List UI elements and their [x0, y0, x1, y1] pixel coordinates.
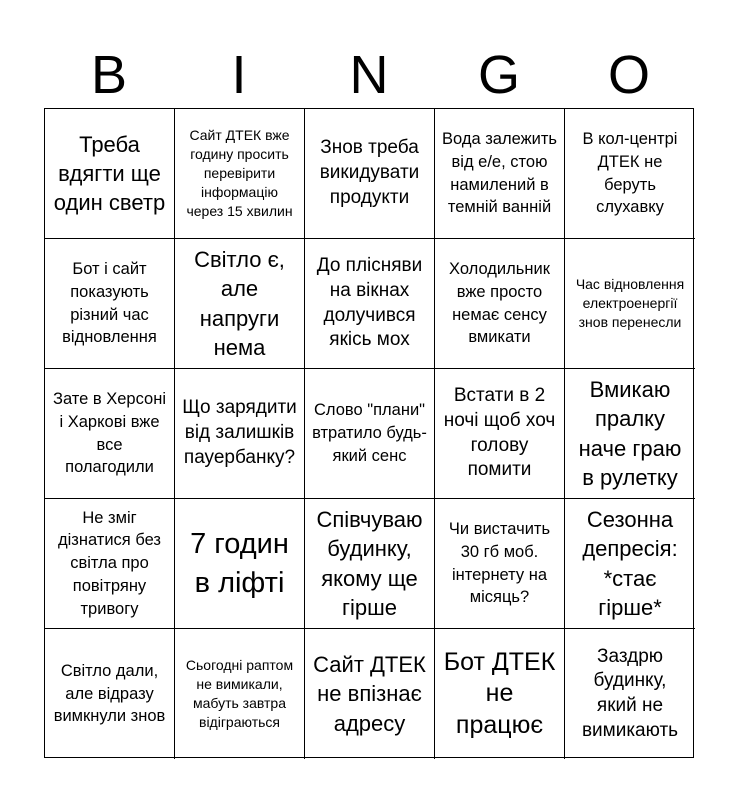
- bingo-cell[interactable]: [565, 239, 695, 369]
- bingo-cell[interactable]: [435, 629, 565, 759]
- bingo-cell-text: Встати в 2 ночі щоб хоч голову помити: [443, 385, 556, 481]
- bingo-cell-text: Вода залежить від е/е, стою намилений в темній ванній: [442, 129, 557, 217]
- bingo-cell[interactable]: [175, 499, 305, 629]
- bingo-cell-text: Співчуваю будинку, якому ще гірше: [316, 507, 423, 620]
- header-letter-i: I: [231, 45, 247, 105]
- bingo-cell[interactable]: [435, 499, 565, 629]
- bingo-cell-text: Сайт ДТЕК вже годину просить перевірити інформацію через 15 хвилин: [186, 127, 293, 219]
- header-letter-n: N: [349, 45, 389, 105]
- bingo-cell-text: Сезонна депресія: *стає гірше*: [582, 507, 678, 620]
- bingo-cell[interactable]: [565, 629, 695, 759]
- bingo-cell-text: Не зміг дізнатися без світла про повітряну тривогу: [58, 508, 161, 618]
- bingo-cell[interactable]: [435, 109, 565, 239]
- bingo-cell-text: Вмикаю пралку наче граю в рулетку: [578, 377, 682, 490]
- bingo-cell[interactable]: [175, 109, 305, 239]
- bingo-cell[interactable]: [175, 629, 305, 759]
- bingo-cell[interactable]: [565, 109, 695, 239]
- bingo-header: [44, 42, 694, 108]
- bingo-cell[interactable]: [305, 499, 435, 629]
- bingo-cell-text: Сайт ДТЕК не впізнає адресу: [313, 652, 426, 736]
- bingo-cell-text: 7 годин в ліфті: [190, 528, 289, 599]
- bingo-cell[interactable]: [435, 369, 565, 499]
- bingo-cell-text: Холодильник вже просто немає сенсу вмикати: [449, 259, 550, 347]
- bingo-cell-text: В кол-центрі ДТЕК не беруть слухавку: [582, 129, 678, 217]
- bingo-cell-text: До плісняви на вікнах долучився якісь мох: [316, 255, 423, 351]
- bingo-cell[interactable]: [45, 109, 175, 239]
- bingo-cell-text: Світло є, але напруги нема: [194, 247, 285, 360]
- bingo-cell-text: Треба вдягти ще один светр: [53, 131, 166, 216]
- bingo-cell-text: Бот і сайт показують різний час відновлення: [62, 259, 157, 347]
- bingo-cell[interactable]: [435, 239, 565, 369]
- bingo-cell[interactable]: [305, 629, 435, 759]
- bingo-cell[interactable]: [305, 109, 435, 239]
- bingo-cell[interactable]: [305, 369, 435, 499]
- bingo-cell-text: Бот ДТЕК не працює: [443, 648, 556, 739]
- bingo-cell[interactable]: [565, 499, 695, 629]
- header-letter-o: O: [607, 45, 650, 105]
- bingo-board: [44, 108, 694, 758]
- bingo-cell[interactable]: [175, 369, 305, 499]
- bingo-cell-text: Що зарядити від залишків пауербанку?: [182, 397, 297, 468]
- bingo-cell-text: Заздрю будинку, який не вимикають: [581, 645, 679, 741]
- bingo-cell-text: Зате в Херсоні і Харкові вже все полагодили: [52, 389, 166, 477]
- header-letter-b: B: [90, 45, 128, 105]
- bingo-cell[interactable]: [45, 629, 175, 759]
- bingo-cell[interactable]: [565, 369, 695, 499]
- bingo-cell[interactable]: [175, 239, 305, 369]
- bingo-cell-text: Час відновлення електроенергії знов перенесли: [575, 276, 685, 330]
- bingo-cell-text: Слово "плани" втратило будь-який сенс: [312, 401, 427, 465]
- bingo-cell-text: Чи вистачить 30 гб моб. інтернету на місяць?: [448, 519, 551, 607]
- header-letter-g: G: [477, 45, 520, 105]
- bingo-cell[interactable]: [45, 369, 175, 499]
- bingo-cell-text: Світло дали, але відразу вимкнули знов: [53, 661, 166, 726]
- bingo-cell[interactable]: [305, 239, 435, 369]
- bingo-cell-text: Сьогодні раптом не вимикали, мабуть завтра відіграються: [185, 657, 294, 730]
- bingo-cell[interactable]: [45, 239, 175, 369]
- bingo-cell[interactable]: [45, 499, 175, 629]
- bingo-cell-text: Знов треба викидувати продукти: [319, 137, 420, 208]
